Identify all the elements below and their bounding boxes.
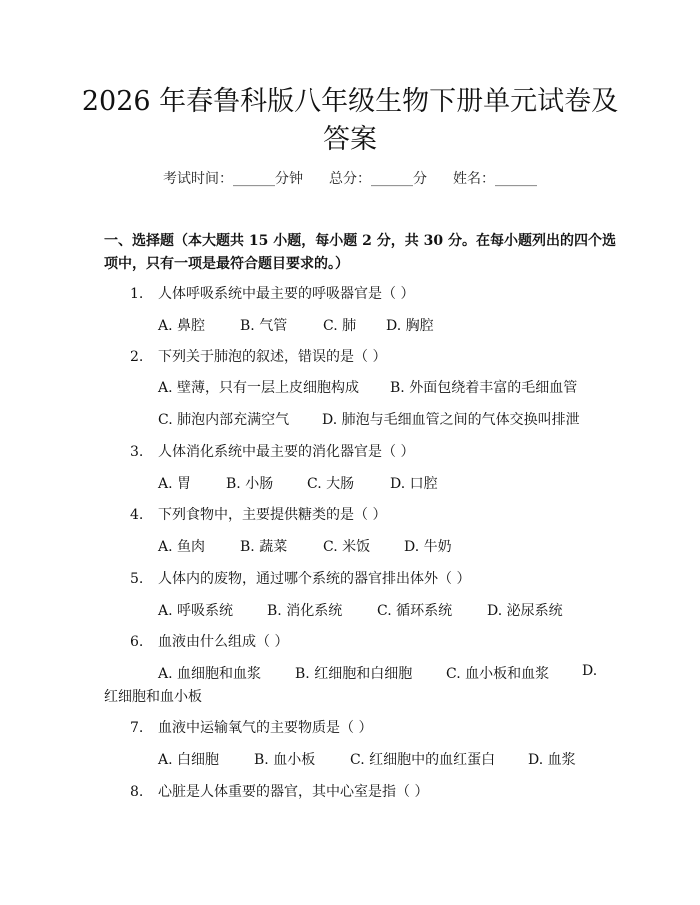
option-d: D. 泌尿系统 — [487, 603, 563, 619]
page-title-line2: 答案 — [323, 124, 377, 155]
option-a: A. 鱼肉 — [158, 539, 206, 555]
question-8 — [130, 781, 428, 801]
question-number: 3. — [130, 444, 144, 460]
option-c: C. 循环系统 — [377, 603, 453, 619]
question-number: 4. — [130, 507, 144, 523]
section-heading-line2: 项中，只有一项是最符合题目要求的。） — [104, 256, 349, 272]
question-number: 8. — [130, 784, 144, 800]
question-text: 人体消化系统中最主要的消化器官是（ ） — [158, 444, 415, 460]
question-7 — [130, 717, 372, 737]
option-d: D. — [582, 663, 598, 679]
question-text: 人体内的废物，通过哪个系统的器官排出体外（ ） — [158, 571, 471, 587]
question-number: 7. — [130, 720, 144, 736]
question-text: 血液由什么组成（ ） — [158, 634, 289, 650]
option-a: A. 血细胞和血浆 — [158, 666, 262, 682]
option-b: B. 蔬菜 — [240, 539, 288, 555]
question-3 — [130, 441, 414, 461]
question-text: 人体呼吸系统中最主要的呼吸器官是（ ） — [158, 286, 415, 302]
option-d: D. 肺泡与毛细血管之间的气体交换叫排泄 — [322, 412, 580, 428]
question-number: 1. — [130, 286, 144, 302]
question-1 — [130, 283, 414, 303]
question-text: 血液中运输氧气的主要物质是（ ） — [158, 720, 373, 736]
option-d: D. 口腔 — [390, 476, 438, 492]
option-c: C. 肺 — [323, 318, 357, 334]
option-c: C. 红细胞中的血红蛋白 — [350, 752, 496, 768]
option-c: C. 米饭 — [323, 539, 371, 555]
total-score-field: 总分：______分 — [329, 171, 427, 187]
option-c: C. 血小板和血浆 — [446, 666, 550, 682]
option-b: B. 小肠 — [226, 476, 274, 492]
option-d-continued: 红细胞和血小板 — [104, 689, 202, 705]
option-a: A. 白细胞 — [158, 752, 220, 768]
question-number: 5. — [130, 571, 144, 587]
option-a: A. 壁薄，只有一层上皮细胞构成 — [158, 380, 360, 396]
question-number: 2. — [130, 349, 144, 365]
option-a: A. 呼吸系统 — [158, 603, 234, 619]
option-c: C. 肺泡内部充满空气 — [158, 412, 290, 428]
option-b: B. 消化系统 — [267, 603, 343, 619]
exam-info — [0, 168, 700, 188]
option-b: B. 血小板 — [254, 752, 316, 768]
question-6 — [130, 631, 288, 651]
section-heading: 一、选择题（本大题共 15 小题，每小题 2 分，共 30 分。在每小题列出的四个选 — [104, 233, 616, 249]
option-c: C. 大肠 — [307, 476, 355, 492]
question-text: 心脏是人体重要的器官，其中心室是指（ ） — [158, 784, 429, 800]
question-4 — [130, 504, 386, 524]
question-text: 下列食物中，主要提供糖类的是（ ） — [158, 507, 387, 523]
option-d: D. 血浆 — [528, 752, 576, 768]
option-b: B. 外面包绕着丰富的毛细血管 — [390, 380, 578, 396]
option-b: B. 红细胞和白细胞 — [295, 666, 413, 682]
option-d: D. 牛奶 — [404, 539, 452, 555]
question-2 — [130, 346, 386, 366]
option-d: D. 胸腔 — [386, 318, 434, 334]
question-text: 下列关于肺泡的叙述，错误的是（ ） — [158, 349, 387, 365]
question-5 — [130, 568, 470, 588]
question-number: 6. — [130, 634, 144, 650]
option-b: B. 气管 — [240, 318, 288, 334]
student-name-field: 姓名：______ — [453, 171, 537, 187]
option-a: A. 鼻腔 — [158, 318, 206, 334]
page-title: 2026 年春鲁科版八年级生物下册单元试卷及 — [81, 86, 619, 117]
exam-time-field: 考试时间：______分钟 — [163, 171, 303, 187]
option-a: A. 胃 — [158, 476, 192, 492]
